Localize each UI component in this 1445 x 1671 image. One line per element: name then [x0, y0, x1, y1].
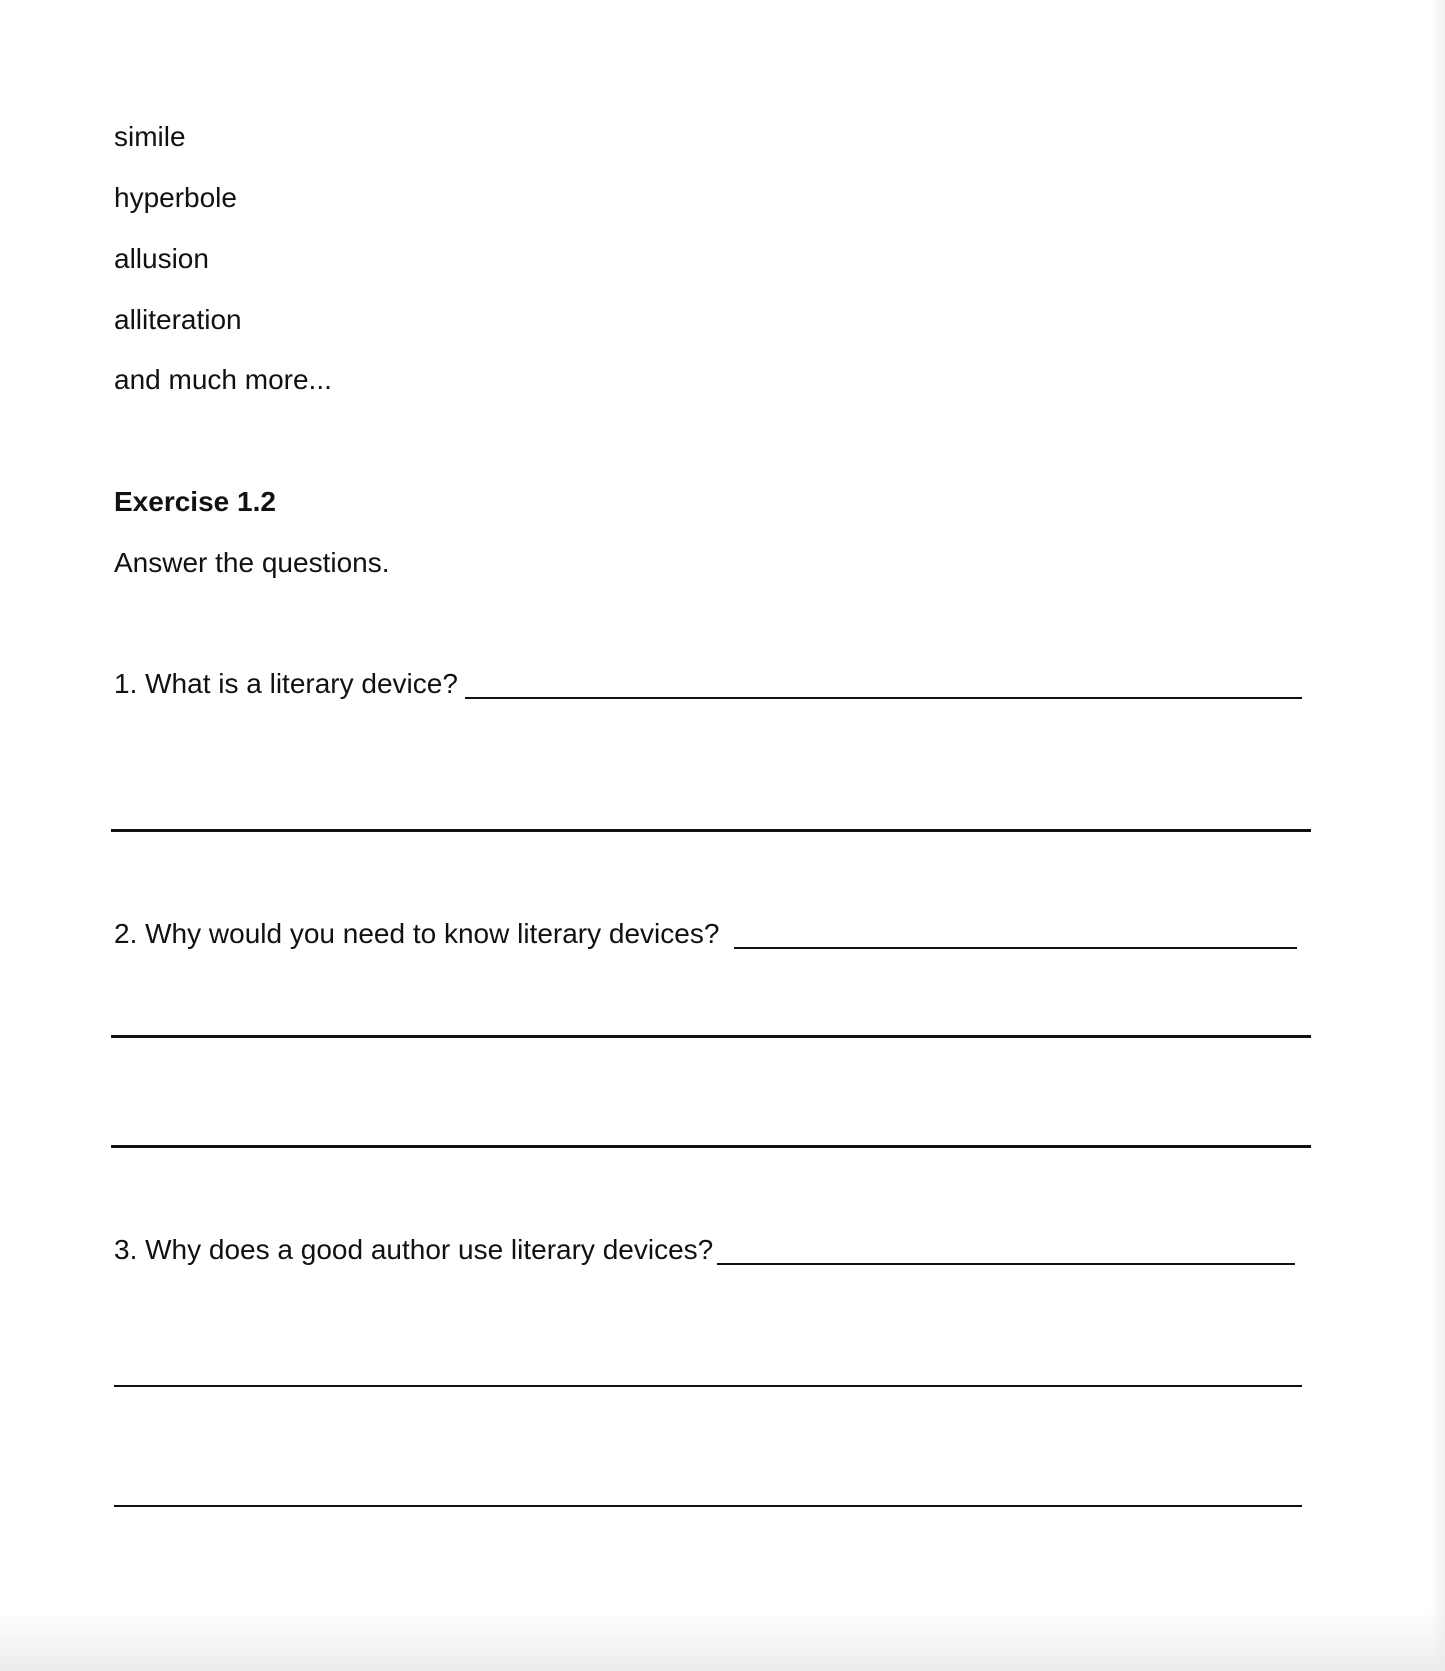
answer-line-3b[interactable]: [114, 1385, 1302, 1387]
list-item-simile: simile: [114, 121, 186, 152]
list-item-alliteration: alliteration: [114, 304, 242, 335]
page-bottom-shadow: [0, 1611, 1445, 1671]
list-item-allusion: allusion: [114, 243, 209, 274]
page-edge-shadow: [1431, 0, 1445, 1671]
question-3: 3. Why does a good author use literary devices?: [114, 1234, 714, 1265]
answer-line-1b[interactable]: [111, 829, 1311, 832]
answer-line-1a[interactable]: [465, 697, 1302, 699]
answer-line-3a[interactable]: [717, 1263, 1295, 1265]
exercise-heading: Exercise 1.2: [114, 486, 276, 517]
list-item-hyperbole: hyperbole: [114, 182, 237, 213]
list-item-more: and much more...: [114, 364, 332, 395]
answer-line-2c[interactable]: [111, 1145, 1311, 1148]
answer-line-2a[interactable]: [734, 947, 1297, 949]
exercise-instruction: Answer the questions.: [114, 547, 390, 578]
answer-line-2b[interactable]: [111, 1035, 1311, 1038]
question-2: 2. Why would you need to know literary devices?: [114, 918, 720, 949]
answer-line-3c[interactable]: [114, 1505, 1302, 1507]
question-1: 1. What is a literary device?: [114, 668, 458, 699]
